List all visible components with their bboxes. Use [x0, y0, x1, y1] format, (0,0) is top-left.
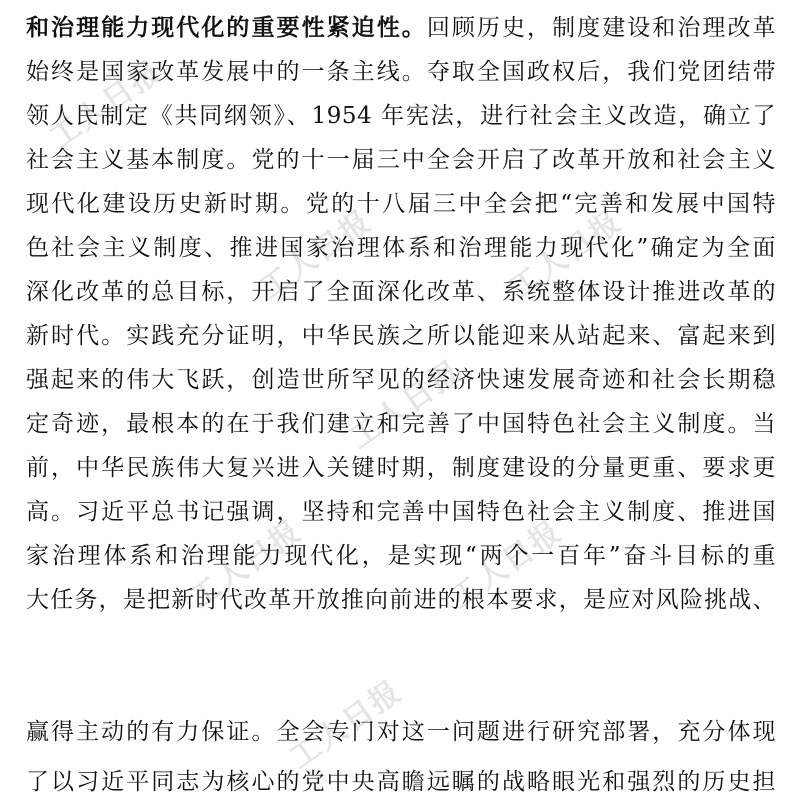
text-line	[26, 182, 776, 226]
line-text: 回顾历史，制度建设和治理改革	[426, 15, 777, 41]
text-line	[26, 6, 776, 50]
text-line	[26, 138, 776, 182]
watermark: 工人日报	[343, 353, 469, 456]
text-line	[26, 710, 776, 754]
line-text: 大任务，是把新时代改革开放推向前进的根本要求，是应对风险挑战、	[26, 587, 776, 613]
line-text: 深化改革的总目标，开启了全面深化改革、系统整体设计推进改革的	[26, 279, 776, 305]
watermark: 工人日报	[283, 673, 409, 776]
watermark: 工人日报	[443, 513, 569, 616]
watermark: 工人日报	[503, 203, 629, 306]
line-text: 新时代。实践充分证明，中华民族之所以能迎来从站起来、富起来到	[26, 323, 776, 349]
line-text: 色社会主义制度、推进国家治理体系和治理能力现代化”确定为全面	[26, 235, 776, 261]
bold-phrase: 和治理能力现代化的重要性紧迫性。	[26, 14, 427, 41]
line-text: 前，中华民族伟大复兴进入关键时期，制度建设的分量更重、要求更	[26, 455, 776, 481]
text-line	[26, 490, 776, 534]
text-line	[26, 578, 776, 622]
line-text: 始终是国家改革发展中的一条主线。夺取全国政权后，我们党团结带	[26, 59, 776, 85]
text-line	[26, 314, 776, 358]
text-line	[26, 760, 776, 800]
line-text: 强起来的伟大飞跃，创造世所罕见的经济快速发展奇迹和社会长期稳	[26, 367, 776, 393]
line-text: 领人民制定《共同纲领》、1954 年宪法，进行社会主义改造，确立了	[26, 103, 776, 129]
text-line	[26, 50, 776, 94]
text-line	[26, 226, 776, 270]
text-line	[26, 534, 776, 578]
line-text: 高。习近平总书记强调，坚持和完善中国特色社会主义制度、推进国	[26, 499, 776, 525]
line-text: 了以习近平同志为核心的党中央高瞻远瞩的战略眼光和强烈的历史担	[26, 769, 776, 795]
line-text: 赢得主动的有力保证。全会专门对这一问题进行研究部署，充分体现	[26, 719, 776, 745]
text-line	[26, 446, 776, 490]
watermark: 工人日报	[183, 513, 309, 616]
line-text: 社会主义基本制度。党的十一届三中全会开启了改革开放和社会主义	[26, 147, 776, 173]
line-text: 定奇迹，最根本的在于我们建立和完善了中国特色社会主义制度。当	[26, 411, 776, 437]
text-line	[26, 402, 776, 446]
watermark: 工人日报	[253, 203, 379, 306]
text-line	[26, 358, 776, 402]
text-line	[26, 94, 776, 138]
line-text: 现代化建设历史新时期。党的十八届三中全会把“完善和发展中国特	[26, 191, 776, 217]
text-line	[26, 270, 776, 314]
line-text: 家治理体系和治理能力现代化，是实现“两个一百年”奋斗目标的重	[26, 543, 776, 569]
watermark: 工人日报	[43, 53, 169, 156]
